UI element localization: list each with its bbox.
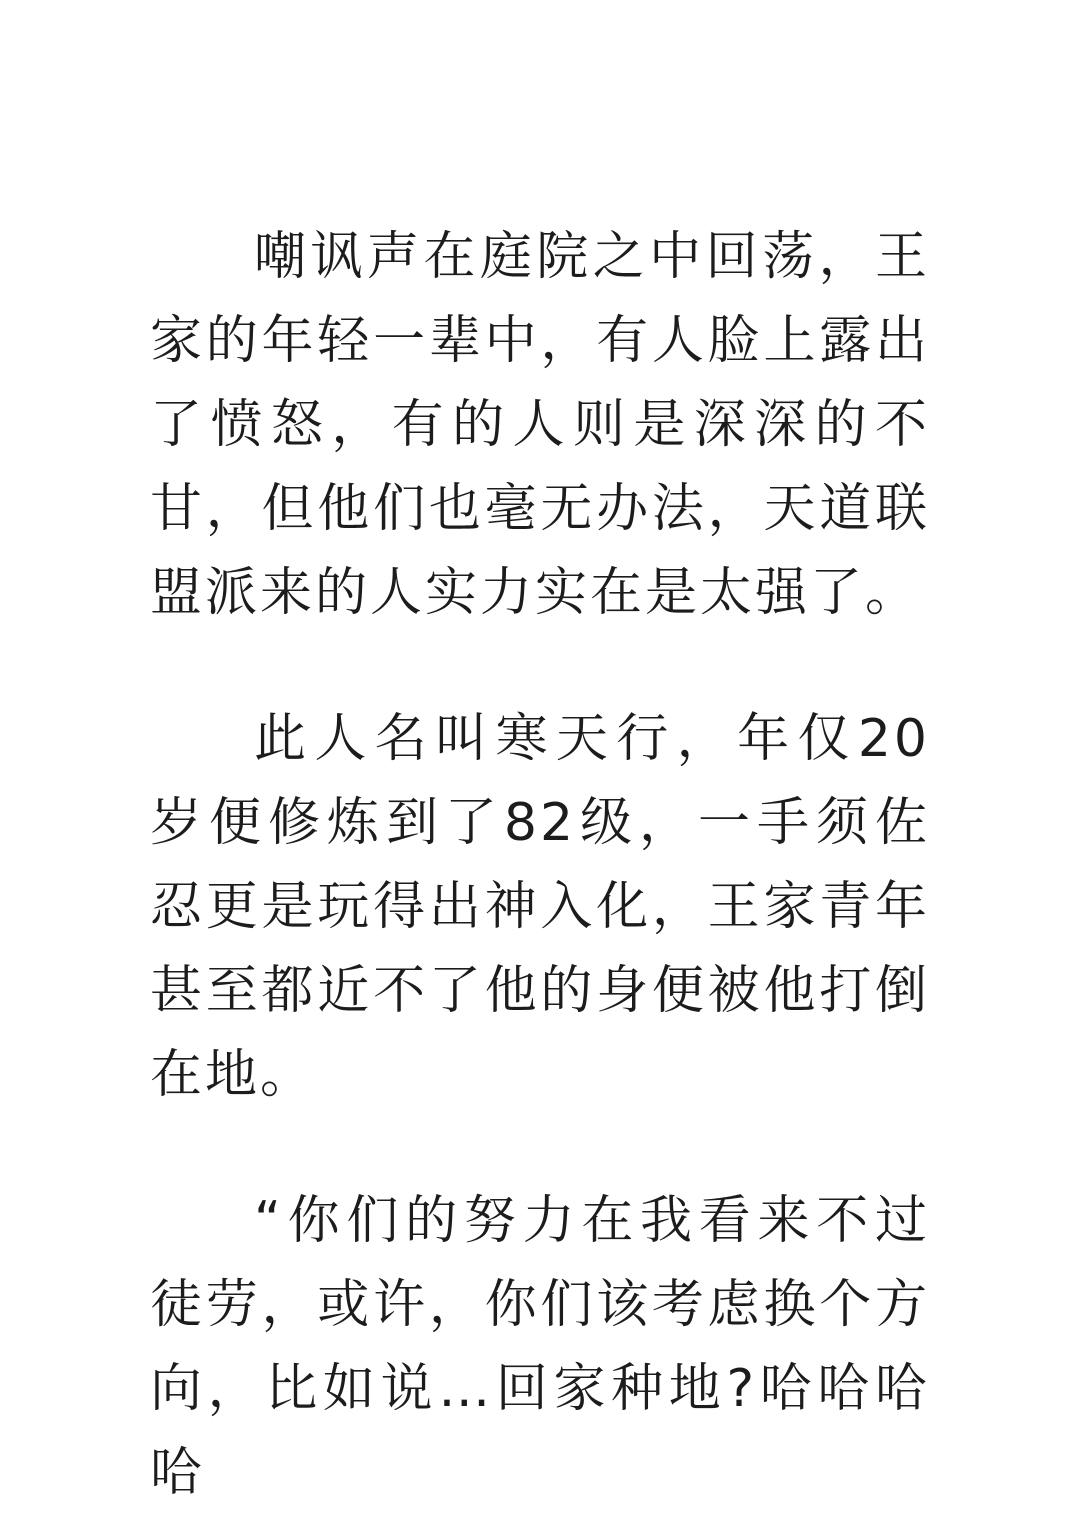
- paragraph-3: “你们的努力在我看来不过徒劳，或许，你们该考虑换个方向，比如说…回家种地?哈哈哈哈: [150, 1191, 930, 1503]
- paragraph-2: 此人名叫寒天行，年仅20岁便修炼到了82级，一手须佐忍更是玩得出神入化，王家青年甚至都近不了他的身便被他打倒在地。: [150, 709, 930, 1105]
- paragraph-1: 嘲讽声在庭院之中回荡，王家的年轻一辈中，有人脸上露出了愤怒，有的人则是深深的不甘，但他们也毫无办法，天道联盟派来的人实力实在是太强了。: [150, 227, 930, 623]
